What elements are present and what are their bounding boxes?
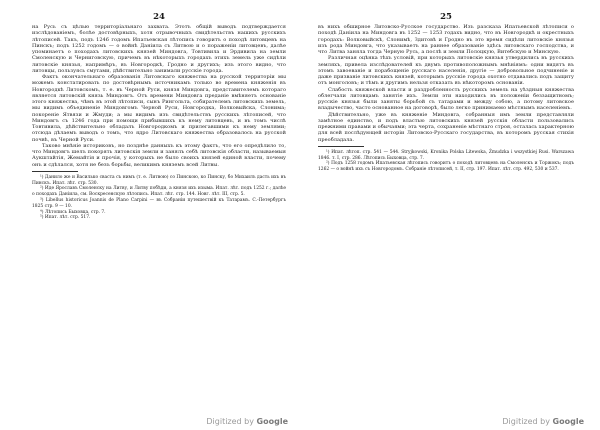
footnotes xyxy=(318,150,574,173)
footnote: ⁴) Лѣтопись Быховца, стр. 7. xyxy=(40,209,106,215)
page-number: 24 xyxy=(153,12,165,22)
footnotes xyxy=(32,175,286,221)
main-text xyxy=(318,24,574,143)
footnote-divider xyxy=(318,146,364,147)
digitized-watermark xyxy=(502,417,584,426)
watermark-prefix: Digitized by xyxy=(502,417,550,426)
right-page xyxy=(306,6,594,428)
google-logo-text: Google xyxy=(552,417,584,426)
digitized-watermark xyxy=(206,417,288,426)
paragraph: въ нихъ обширное Литовско-Русское государство. Изъ разсказа Ипатьевской лѣтописи о походѣ Даніила на Миндовга въ 1252 — 1253 годахъ видно, что въ Новгородкѣ и окрестныхъ городахъ: Волковыйскѣ, Слонимѣ, Здитовѣ и Гродно въ это время сидѣли литовскіе князья изъ рода Миндовга, что указываетъ на раннее образованіе здѣсь литовскаго господства, и что Литва заняла тогда Черную Русь, а послѣ и земли Полоцкую, Витебскую и Минскую. xyxy=(318,24,574,55)
left-page xyxy=(6,6,294,428)
google-logo-text: Google xyxy=(256,417,288,426)
paragraph: Таково мнѣніе историковъ, но позднѣе данныхъ къ этому фактъ, что его опредѣлило то, что Миндовгъ шелъ покорять литовскія земли и занялъ себѣ литовскія области, называемыя Аукштайтія, Жемайтія и прочія, у которыхъ не было своихъ князей единой власти, почему онъ и сдѣлался, хотя не безъ борьбы, великимъ княземъ всей Литвы. xyxy=(32,142,286,168)
footnote: ²) Подъ 1258 годомъ Ипатьевская лѣтопись говоритъ о походѣ литовцевъ на Смоленскъ и Торжокъ; подъ 1262 — о войнѣ ихъ съ Новгородомъ. Собраніе лѣтописей, т. II, стр. 197. Ипат. лѣт. стр. 492, 530 и 537. xyxy=(318,161,574,173)
paragraph: на Русь съ цѣлью территоріальнаго захвата. Этотъ общій выводъ подтверждается изслѣдованіемъ, болѣе достовѣрныхъ, хотя отрывочныхъ свидѣтельствъ нашихъ русскихъ лѣтописей. Такъ, подъ 1246 годомъ Ипатьевская лѣтопись говоритъ о походѣ литовцевъ на Пинскъ; подъ 1252 годомъ — о войнѣ Даніила съ Литвою и о пораженіи литовцевъ, далѣе упоминаетъ о походахъ литовскихъ князей Миндовга, Товтивила и Эрдивила на земли Смоленскую и Черниговскую, причемъ въ нѣкоторыхъ городахъ этихъ земель уже сидѣли литовскіе князья, напримѣръ, въ Новгородкѣ, Гродно и другихъ; изъ этого видно, что литовцы, пользуясь смутами, дѣйствительно занимали русскіе города. xyxy=(32,24,286,74)
watermark-prefix: Digitized by xyxy=(206,417,254,426)
page-number: 25 xyxy=(440,12,452,22)
footnote-divider xyxy=(32,171,78,172)
footnote: ¹) Ипат. лѣтоп. стр. 541 — 544. Stryjkowski, Kronika Polska Litewska, Żmudzka i wszystkiej Rusi. Warszawa 1846. т. I, стр. 286. Лѣтопись Быховца, стр. 7. xyxy=(318,149,574,161)
paragraph: Фактъ окончательнаго образованія Литовскаго княжества на русской территоріи мы можемъ констатировать по достовѣрнымъ источникамъ только во времена княженія въ Новгородкѣ Литовскомъ, т. е. въ Черной Руси, князя Миндовга, представителемъ котораго является литовскій князь Миндовгъ. Отъ времени Миндовга преданіе вмѣняетъ основаніе этого княжества, чѣмъ въ этой лѣтописи, сынъ Рингольта, собирателемъ литовскихъ земель, мы видимъ объединеніе Миндовгомъ Черной Руси, Новгородка, Волковыйска, Слонима; покореніе Ятвязи и Жмуди; а мы видимъ изъ свидѣтельствъ русскихъ лѣтописей, что Миндовгъ съ 1246 года при помощи прибывшихъ къ нему литовцевъ, и въ томъ числѣ Товтивила, дѣйствительно обладалъ Новгородкомъ и прилегавшими къ нему землями; отсюда дѣлаемъ выводъ о томъ, что ядро Литовскаго княжества образовалось на русской почвѣ, въ Черной Руси. xyxy=(32,74,286,143)
footnote: ¹) Данило же и Василько сваста съ нимъ (т. е. Литвою) со Пинскою, ко Пинску, бо Михаилъ дасть ихъ въ Пинскъ. Ипат. лѣт. стр. 530. xyxy=(32,174,286,186)
footnote: ³) Libellus historicus Joannis de Plano Carpini — въ Собраніи путешествій къ Татарамъ. С.-Петербургъ 1825 стр. 9 — 10. xyxy=(32,197,286,209)
paragraph: Слабость княжеской власти и раздробленность русскихъ земель на уѣздныя княжества облегчали литовцамъ занятіе ихъ. Земли эти находились въ положеніи беззащитномъ; русскіе князья были заняты борьбой съ татарами и между собою, а потому литовское владычество, часто основанное на договорѣ, было легко принимаемо мѣстнымъ населеніемъ. xyxy=(318,86,574,112)
main-text xyxy=(32,24,286,168)
footnote: ²) Иде Ярославъ Смоленску на Литву, и Литву побѣди, а князя ихъ изыма. Ипат. лѣт. подъ 1252 г.; далѣе о походахъ Даніила, см. Воскресенскую лѣтопись. Ипат. лѣт. стр. 144. Новг. лѣт. III, стр. 5. xyxy=(32,186,286,198)
paragraph: Дѣйствительно, уже въ княженіе Миндовга, собранныя имъ земли представляли замѣтное единство, и подъ властью литовскихъ князей русскія области пользовались прежними правами и обычаями; эта черта, сохраненіе мѣстнаго строя, осталась характерною для всей послѣдующей исторіи Литовско-Русскаго государства, въ которомъ русская стихія преобладала. xyxy=(318,111,574,143)
paragraph: Различная оцѣнка тѣхъ условій, при которыхъ литовскіе князья утвердились въ русскихъ земляхъ, привела изслѣдователей къ двумъ противоположнымъ мнѣніямъ: одни видятъ въ этомъ завоеваніе и порабощеніе русскаго населенія, другіе — добровольное подчиненіе и даже призваніе литовскихъ князей, которымъ русскіе города охотно отдавались подъ защиту отъ монголовъ; и тѣмъ и другимъ нельзя отказать въ нѣкоторомъ основаніи. xyxy=(318,55,574,87)
footnote: ⁵) Ипат. лѣт. стр. 517. xyxy=(40,215,91,221)
